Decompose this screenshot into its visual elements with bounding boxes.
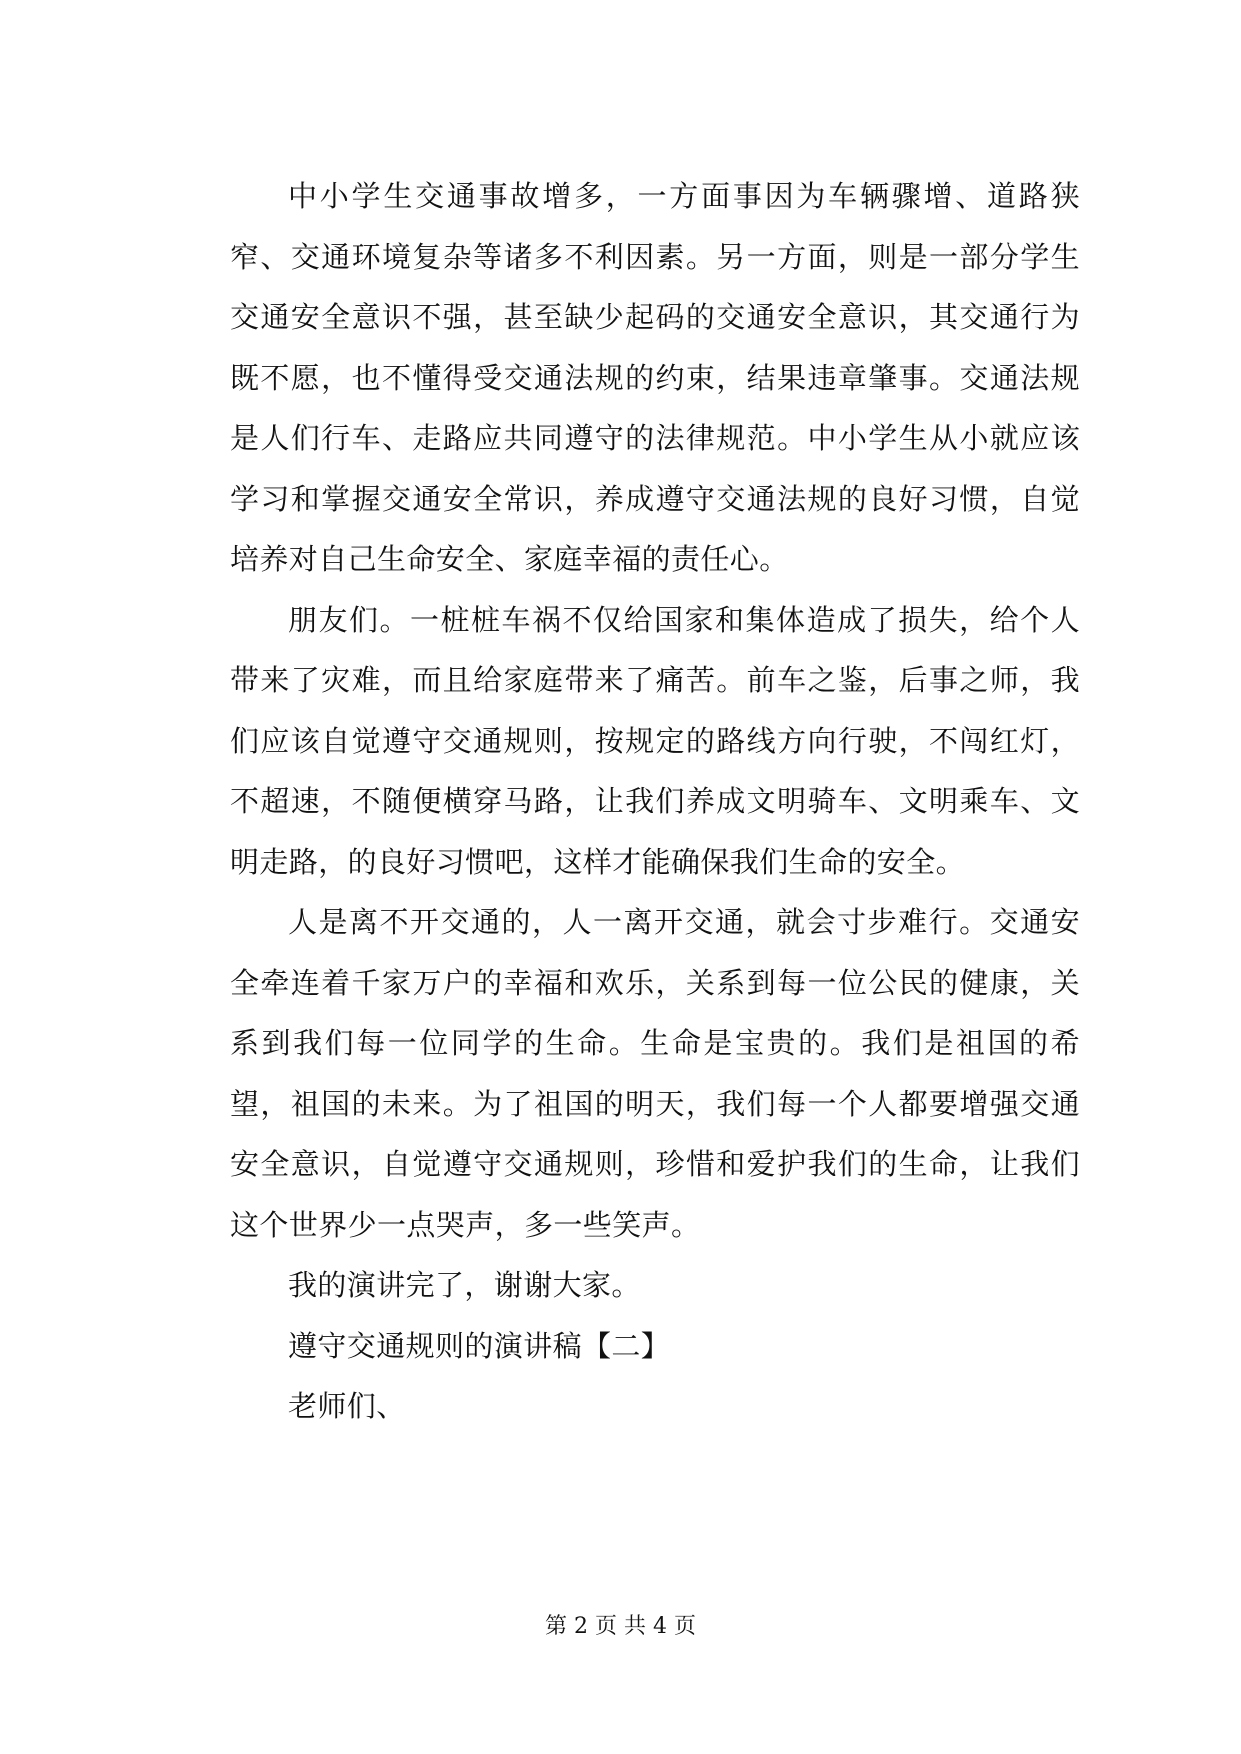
paragraph-accident-causes: 中小学生交通事故增多，一方面事因为车辆骤增、道路狭窄、交通环境复杂等诸多不利因素。另一方面，则是一部分学生交通安全意识不强，甚至缺少起码的交通安全意识，其交通行为既不愿，也不懂得受交通法规的约束，结果违章肇事。交通法规是人们行车、走路应共同遵守的法律规范。中小学生从小就应该学习和掌握交通安全常识，养成遵守交通法规的良好习惯，自觉培养对自己生命安全、家庭幸福的责任心。 bbox=[230, 179, 1080, 576]
page-footer bbox=[0, 1612, 1241, 1642]
paragraph-closing: 我的演讲完了，谢谢大家。 bbox=[288, 1268, 641, 1302]
page-number-label: 第 2 页 共 4 页 bbox=[545, 1614, 696, 1639]
document-body bbox=[230, 166, 1080, 1437]
paragraph-friends: 朋友们。一桩桩车祸不仅给国家和集体造成了损失，给个人带来了灾难，而且给家庭带来了痛苦。前车之鉴，后事之师，我们应该自觉遵守交通规则，按规定的路线方向行驶，不闯红灯，不超速，不随便横穿马路，让我们养成文明骑车、文明乘车、文明走路，的良好习惯吧，这样才能确保我们生命的安全。 bbox=[230, 602, 1080, 879]
paragraph-traffic-importance: 人是离不开交通的，人一离开交通，就会寸步难行。交通安全牵连着千家万户的幸福和欢乐，关系到每一位公民的健康，关系到我们每一位同学的生命。生命是宝贵的。我们是祖国的希望，祖国的未来。为了祖国的明天，我们每一个人都要增强交通安全意识，自觉遵守交通规则，珍惜和爱护我们的生命，让我们这个世界少一点哭声，多一些笑声。 bbox=[230, 905, 1080, 1242]
section-heading-two: 遵守交通规则的演讲稿【二】 bbox=[288, 1328, 671, 1363]
paragraph-salutation: 老师们、 bbox=[288, 1389, 406, 1423]
